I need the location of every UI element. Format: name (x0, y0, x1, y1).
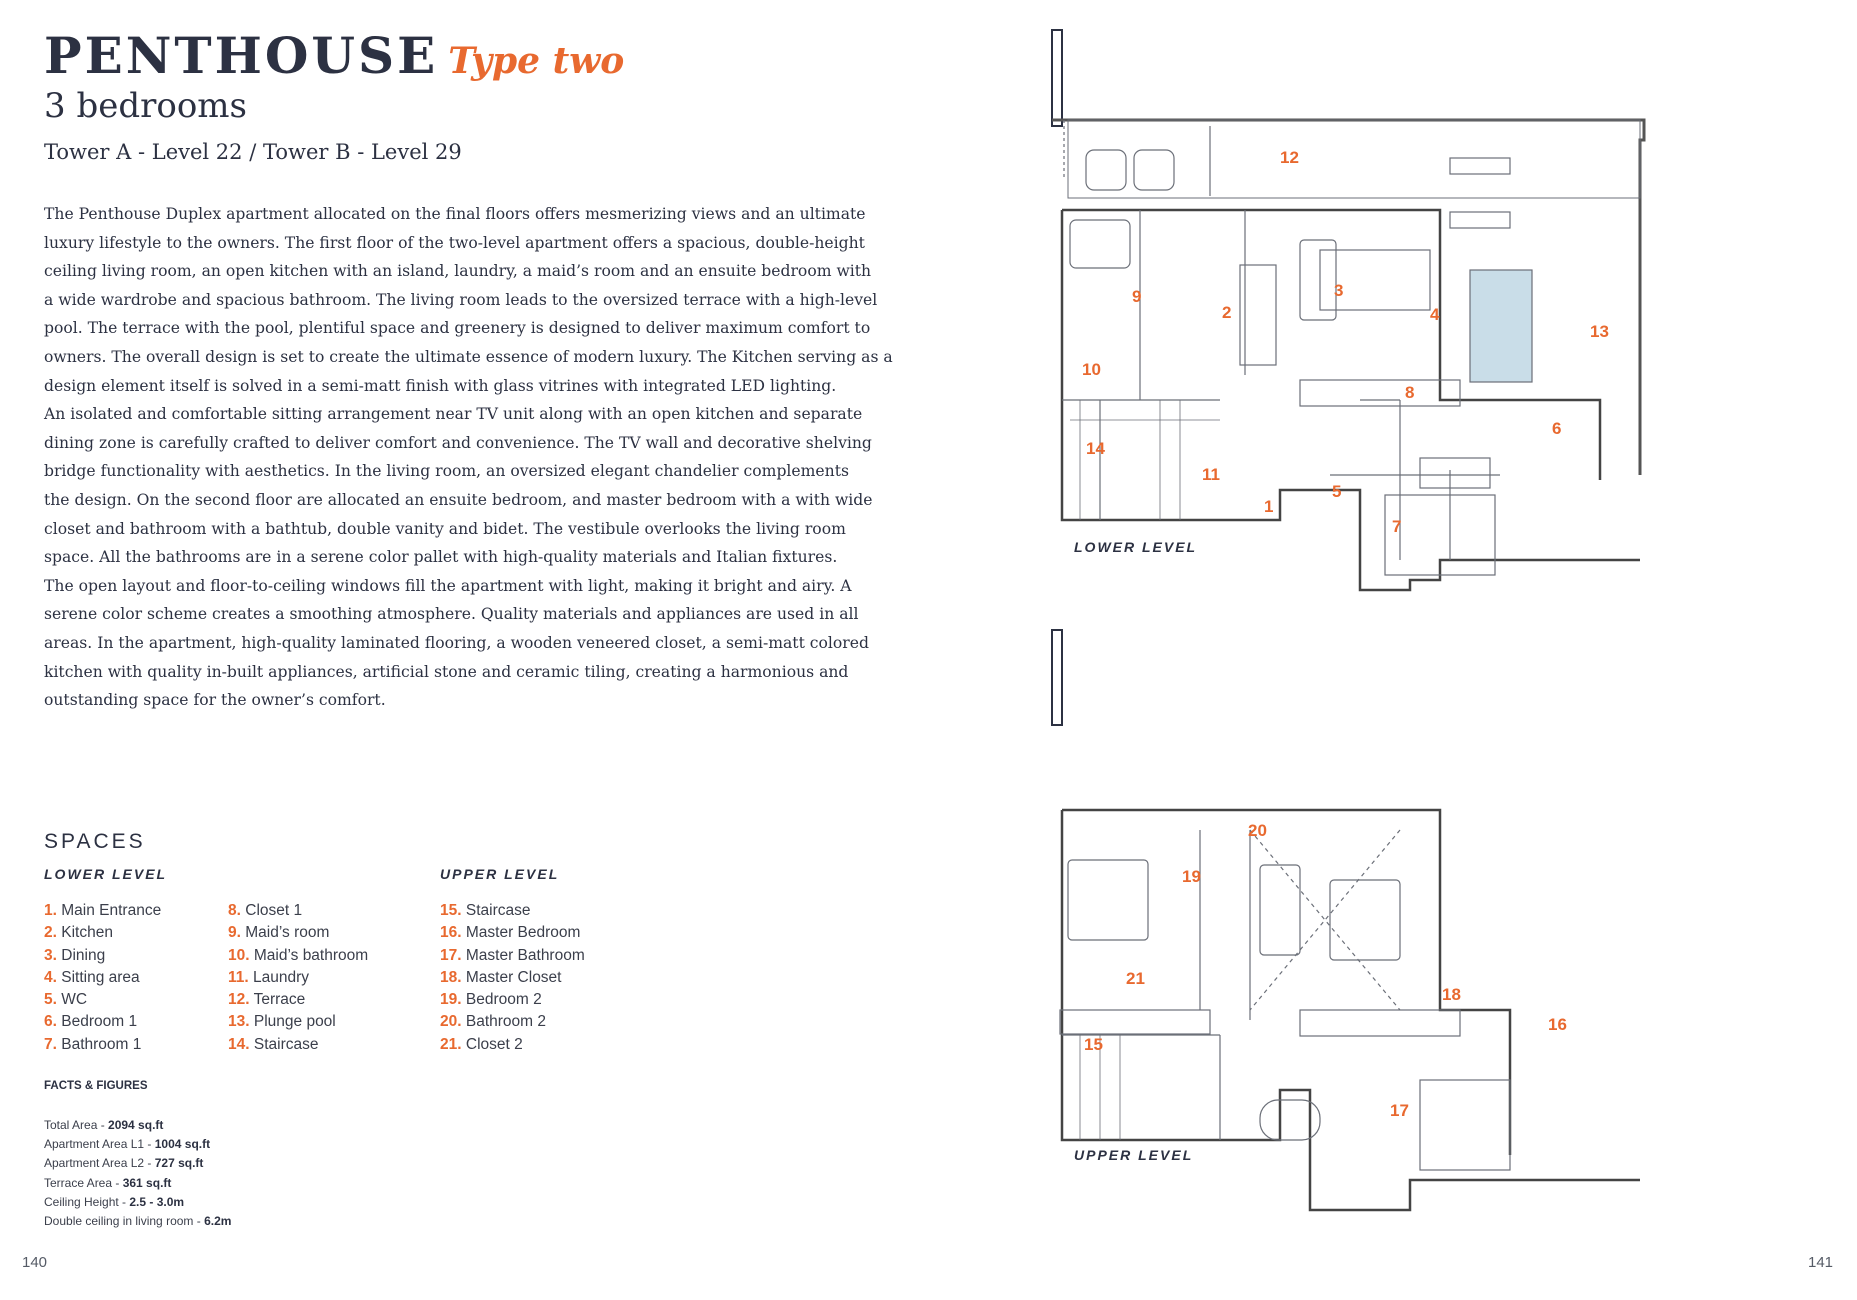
space-item: 20. Bathroom 2 (440, 1013, 547, 1031)
upper-level-list (440, 900, 585, 1056)
room-number: 16 (1548, 1015, 1567, 1034)
room-number: 5 (1332, 482, 1342, 501)
description-line: owners. The overall design is set to create the ultimate essence of modern luxury. The Kitchen serving as a (44, 347, 893, 366)
room-number: 15 (1084, 1035, 1103, 1054)
bedrooms-heading: 3 bedrooms (44, 86, 247, 126)
lower-level-list-2 (228, 900, 368, 1056)
fact-item: Total Area - 2094 sq.ft (44, 1118, 164, 1132)
space-item: 17. Master Bathroom (440, 946, 585, 964)
room-number: 9 (1132, 287, 1142, 306)
title-subtitle: Type two (448, 40, 625, 82)
page-number-left: 140 (22, 1254, 48, 1271)
room-number: 8 (1405, 383, 1415, 402)
description-line: pool. The terrace with the pool, plentiful space and greenery is designed to deliver maximum comfort to (44, 319, 871, 338)
description-line: dining zone is carefully crafted to deliver comfort and convenience. The TV wall and decorative shelving (44, 433, 872, 452)
lower-level-label: LOWER LEVEL (1074, 539, 1198, 555)
lower-level-plan (1052, 30, 1644, 590)
space-item: 7. Bathroom 1 (44, 1035, 142, 1053)
description-line: ceiling living room, an open kitchen with an island, laundry, a maid’s room and an ensuite bedroom with (44, 262, 872, 281)
description-line: space. All the bathrooms are in a serene color pallet with high-quality materials and Italian fixtures. (44, 548, 838, 567)
space-item: 5. WC (44, 991, 88, 1009)
room-number: 18 (1442, 985, 1461, 1004)
space-item: 1. Main Entrance (44, 902, 162, 919)
space-item: 14. Staircase (228, 1035, 319, 1053)
space-item: 8. Closet 1 (228, 902, 303, 919)
room-number: 4 (1430, 305, 1440, 324)
space-item: 4. Sitting area (44, 968, 140, 986)
facts-title: FACTS & FIGURES (44, 1080, 148, 1092)
page-title (44, 26, 624, 85)
description-line: serene color scheme creates a smoothing atmosphere. Quality materials and appliances are used in all (44, 605, 859, 624)
spaces-title: SPACES (44, 830, 146, 853)
space-item: 6. Bedroom 1 (44, 1013, 138, 1031)
fact-item: Terrace Area - 361 sq.ft (44, 1175, 172, 1190)
upper-level-heading: UPPER LEVEL (440, 866, 560, 882)
room-number: 10 (1082, 360, 1101, 379)
description-line: closet and bathroom with a bathtub, double vanity and bidet. The vestibule overlooks the living room (44, 519, 846, 538)
room-number: 11 (1202, 465, 1220, 484)
description-line: kitchen with quality in-built appliances, artificial stone and ceramic tiling, creating a harmonious and (44, 662, 849, 681)
lower-level-list-1 (44, 900, 161, 1056)
description-line: areas. In the apartment, high-quality laminated flooring, a wooden veneered closet, a semi-matt colored (44, 633, 869, 652)
title-main: PENTHOUSE (44, 26, 439, 85)
room-number: 21 (1126, 969, 1145, 988)
space-item: 15. Staircase (440, 902, 531, 919)
space-item: 18. Master Closet (440, 968, 562, 986)
fact-item: Double ceiling in living room - 6.2m (44, 1213, 232, 1228)
room-number: 12 (1280, 148, 1299, 167)
space-item: 12. Terrace (228, 991, 306, 1009)
description-line: bridge functionality with aesthetics. In the living room, an oversized elegant chandelier complements (44, 462, 849, 481)
description-line: design element itself is solved in a semi-matt finish with glass vitrines with integrated LED lighting. (44, 376, 837, 395)
space-item: 11. Laundry (228, 968, 310, 986)
space-item: 19. Bedroom 2 (440, 991, 542, 1009)
room-number: 1 (1264, 497, 1274, 516)
description-line: The open layout and floor-to-ceiling windows fill the apartment with light, making it bright and airy. A (44, 576, 852, 595)
space-item: 3. Dining (44, 946, 106, 964)
page-number-right: 141 (1808, 1254, 1834, 1271)
space-item: 16. Master Bedroom (440, 924, 581, 942)
space-item: 9. Maid’s room (228, 924, 330, 942)
lower-level-heading: LOWER LEVEL (44, 866, 168, 882)
description-line: the design. On the second floor are allocated an ensuite bedroom, and master bedroom with a with wide (44, 490, 873, 509)
room-number: 2 (1222, 303, 1232, 322)
towers-line: Tower A - Level 22 / Tower B - Level 29 (44, 140, 462, 164)
fact-item: Ceiling Height - 2.5 - 3.0m (44, 1194, 185, 1209)
room-number: 13 (1590, 322, 1609, 341)
space-item: 10. Maid’s bathroom (228, 946, 369, 964)
upper-level-label: UPPER LEVEL (1074, 1147, 1194, 1163)
facts-list (44, 1116, 231, 1231)
upper-level-plan (1052, 630, 1640, 1210)
description-line: a wide wardrobe and spacious bathroom. The living room leads to the oversized terrace with a high-level (44, 290, 878, 309)
room-number: 19 (1182, 867, 1201, 886)
fact-item: Apartment Area L2 - 727 sq.ft (44, 1156, 204, 1171)
description (44, 200, 896, 715)
space-item: 13. Plunge pool (228, 1013, 336, 1031)
room-number: 20 (1248, 821, 1267, 840)
fact-item: Apartment Area L1 - 1004 sq.ft (44, 1137, 211, 1152)
room-number: 14 (1086, 439, 1105, 458)
description-line: An isolated and comfortable sitting arrangement near TV unit along with an open kitchen and separate (44, 405, 863, 424)
room-number: 7 (1392, 517, 1402, 536)
description-line: outstanding space for the owner’s comfort. (44, 691, 386, 710)
room-number: 17 (1390, 1101, 1409, 1120)
room-number: 3 (1334, 281, 1344, 300)
floor-plans (1040, 20, 1760, 1220)
space-item: 2. Kitchen (44, 924, 113, 942)
description-line: luxury lifestyle to the owners. The first floor of the two-level apartment offers a spacious, double-height (44, 233, 865, 252)
space-item: 21. Closet 2 (440, 1035, 523, 1053)
description-line: The Penthouse Duplex apartment allocated on the final floors offers mesmerizing views and an ultimate (44, 205, 866, 223)
room-number: 6 (1552, 419, 1562, 438)
